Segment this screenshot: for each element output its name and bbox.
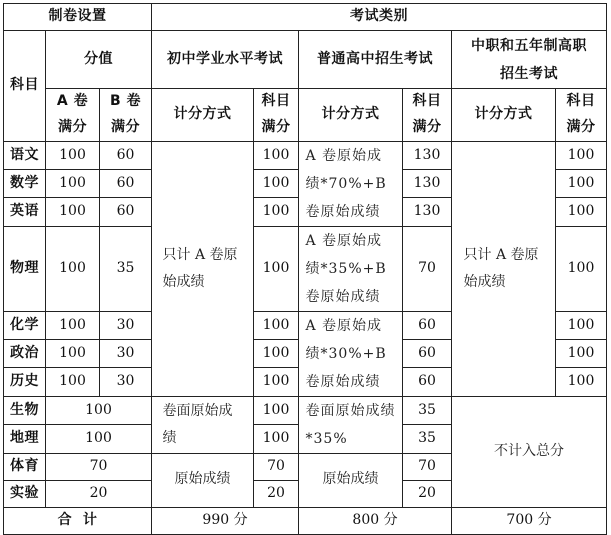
exam-2-full-cell: 60 [403,340,452,368]
subject-header: 科目 [4,31,46,142]
exam-2-full-cell: 20 [403,480,452,507]
exam-1-full-cell: 100 [254,340,299,368]
subject-cell: 体育 [4,453,46,480]
b-full-cell: 35 [100,226,152,311]
exam-2-full-cell: 60 [403,368,452,396]
header-row-2 [4,31,607,89]
a-full-cell: 100 [46,226,100,311]
exam-1-full-cell: 100 [254,198,299,226]
exam-1-full-cell: 100 [254,396,299,425]
exam-2-full-cell: 70 [403,226,452,311]
exam-3-excluded: 不计入总分 [452,396,607,507]
exam-3-header: 中职和五年制高职招生考试 [452,31,607,89]
table-row [4,396,607,425]
exam-3-full-cell: 100 [556,311,607,339]
exam-2-full-cell: 70 [403,453,452,480]
ab-full-cell: 100 [46,396,152,425]
b-full-cell: 30 [100,340,152,368]
exam-1-method-raw: 原始成绩 [152,453,254,507]
subject-cell: 生物 [4,396,46,425]
exam-2-method-header: 计分方式 [299,89,403,142]
exam-2-method-group-1: A 卷原始成绩*70%+B 卷原始成绩 [299,141,403,226]
exam-3-full-cell: 100 [556,198,607,226]
exam-1-full-cell: 70 [254,453,299,480]
exam-category-header: 考试类别 [152,4,607,31]
score-value-header: 分值 [46,31,152,89]
exam-3-full-cell: 100 [556,170,607,198]
exam-2-full-header: 科目满分 [403,89,452,142]
exam-1-full-cell: 20 [254,480,299,507]
exam-2-full-cell: 130 [403,141,452,169]
exam-1-full-header: 科目满分 [254,89,299,142]
ab-full-cell: 70 [46,453,152,480]
exam-1-method-header: 计分方式 [152,89,254,142]
subject-cell: 政治 [4,340,46,368]
b-full-cell: 30 [100,368,152,396]
exam-2-full-cell: 130 [403,198,452,226]
exam-1-total: 990 分 [152,507,299,534]
ab-full-cell: 20 [46,480,152,507]
subject-cell: 实验 [4,480,46,507]
b-full-header: B 卷满分 [100,89,152,142]
exam-1-full-cell: 100 [254,141,299,169]
exam-3-method-header: 计分方式 [452,89,556,142]
exam-2-method-raw: 原始成绩 [299,453,403,507]
subject-cell: 地理 [4,425,46,454]
totals-label: 合 计 [4,507,152,534]
b-full-cell: 30 [100,311,152,339]
subject-cell: 语文 [4,141,46,169]
exam-1-full-cell: 100 [254,311,299,339]
a-full-cell: 100 [46,368,100,396]
subject-cell: 历史 [4,368,46,396]
exam-1-full-cell: 100 [254,368,299,396]
exam-1-method-a-only: 只计 A 卷原始成绩 [152,141,254,396]
exam-2-method-group-2: A 卷原始成绩*35%+B 卷原始成绩 [299,226,403,311]
paper-setting-header: 制卷设置 [4,4,152,31]
subject-cell: 英语 [4,198,46,226]
exam-2-full-cell: 35 [403,396,452,425]
exam-score-table [3,3,607,535]
exam-3-full-cell: 100 [556,226,607,311]
b-full-cell: 60 [100,198,152,226]
subject-cell: 数学 [4,170,46,198]
header-row-3 [4,89,607,142]
ab-full-cell: 100 [46,425,152,454]
header-row-1 [4,4,607,31]
exam-3-total: 700 分 [452,507,607,534]
b-full-cell: 60 [100,141,152,169]
b-full-cell: 60 [100,170,152,198]
exam-2-full-cell: 60 [403,311,452,339]
exam-1-full-cell: 100 [254,425,299,454]
a-full-cell: 100 [46,170,100,198]
table-row [4,141,607,169]
a-full-header: A 卷满分 [46,89,100,142]
exam-1-full-cell: 100 [254,226,299,311]
exam-3-full-header: 科目满分 [556,89,607,142]
exam-1-header: 初中学业水平考试 [152,31,299,89]
exam-2-method-group-4: 卷面原始成绩*35% [299,396,403,453]
exam-2-full-cell: 130 [403,170,452,198]
exam-1-full-cell: 100 [254,170,299,198]
exam-1-method-surface: 卷面原始成绩 [152,396,254,453]
a-full-cell: 100 [46,198,100,226]
subject-cell: 化学 [4,311,46,339]
exam-3-full-cell: 100 [556,340,607,368]
exam-3-full-cell: 100 [556,368,607,396]
exam-3-method-a-only: 只计 A 卷原始成绩 [452,141,556,396]
exam-2-method-group-3: A 卷原始成绩*30%+B 卷原始成绩 [299,311,403,396]
a-full-cell: 100 [46,141,100,169]
exam-2-full-cell: 35 [403,425,452,454]
exam-2-total: 800 分 [299,507,452,534]
a-full-cell: 100 [46,340,100,368]
subject-cell: 物理 [4,226,46,311]
a-full-cell: 100 [46,311,100,339]
exam-3-full-cell: 100 [556,141,607,169]
totals-row [4,507,607,534]
exam-2-header: 普通高中招生考试 [299,31,452,89]
